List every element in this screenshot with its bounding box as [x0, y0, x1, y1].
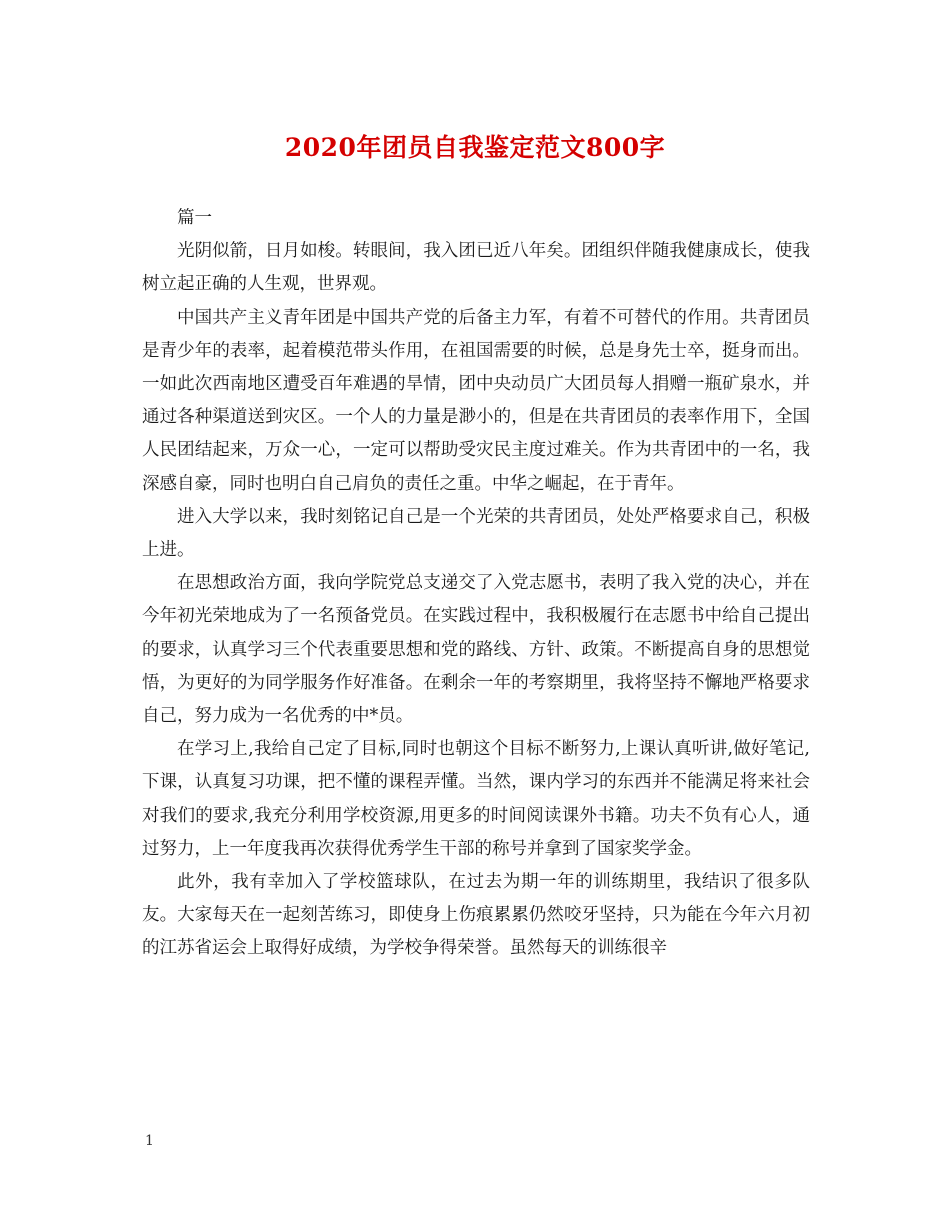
paragraph: 中国共产主义青年团是中国共产党的后备主力军，有着不可替代的作用。共青团员是青少年的表率，起着模范带头作用，在祖国需要的时候，总是身先士卒，挺身而出。一如此次西南地区遭受百年难遇的旱情，团中央动员广大团员每人捐赠一瓶矿泉水，并通过各种渠道送到灾区。一个人的力量是渺小的，但是在共青团员的表率作用下，全国人民团结起来，万众一心，一定可以帮助受灾民主度过难关。作为共青团中的一名，我深感自豪，同时也明白自己肩负的责任之重。中华之崛起，在于青年。 [142, 307, 810, 494]
paragraph: 光阴似箭，日月如梭。转眼间，我入团已近八年矣。团组织伴随我健康成长，使我树立起正确的人生观，世界观。 [142, 241, 810, 295]
paragraph: 此外，我有幸加入了学校篮球队，在过去为期一年的训练期里，我结识了很多队友。大家每天在一起刻苦练习，即使身上伤痕累累仍然咬牙坚持，只为能在今年六月初的江苏省运会上取得好成绩，为学校争得荣誉。虽然每天的训练很辛 [142, 872, 810, 959]
paragraph: 进入大学以来，我时刻铭记自己是一个光荣的共青团员，处处严格要求自己，积极上进。 [142, 506, 810, 561]
paragraph: 在思想政治方面，我向学院党总支递交了入党志愿书，表明了我入党的决心，并在今年初光荣地成为了一名预备党员。在实践过程中，我积极履行在志愿书中给自己提出的要求，认真学习三个代表重要思想和党的路线、方针、政策。不断提高自身的思想觉悟，为更好的为同学服务作好准备。在剩余一年的考察期里，我将坚持不懈地严格要求自己，努力成为一名优秀的中*员。 [142, 573, 810, 727]
page-number: 1 [145, 1133, 154, 1149]
paragraph: 在学习上,我给自己定了目标,同时也朝这个目标不断努力,上课认真听讲,做好笔记,下课，认真复习功课，把不懂的课程弄懂。当然，课内学习的东西并不能满足将来社会对我们的要求,我充分利用学校资源,用更多的时间阅读课外书籍。功夫不负有心人，通过努力，上一年度我再次获得优秀学生干部的称号并拿到了国家奖学金。 [142, 739, 810, 859]
document-title: 2020年团员自我鉴定范文800字 [284, 133, 666, 162]
document-body [142, 202, 810, 966]
section-heading: 篇一 [177, 208, 212, 228]
